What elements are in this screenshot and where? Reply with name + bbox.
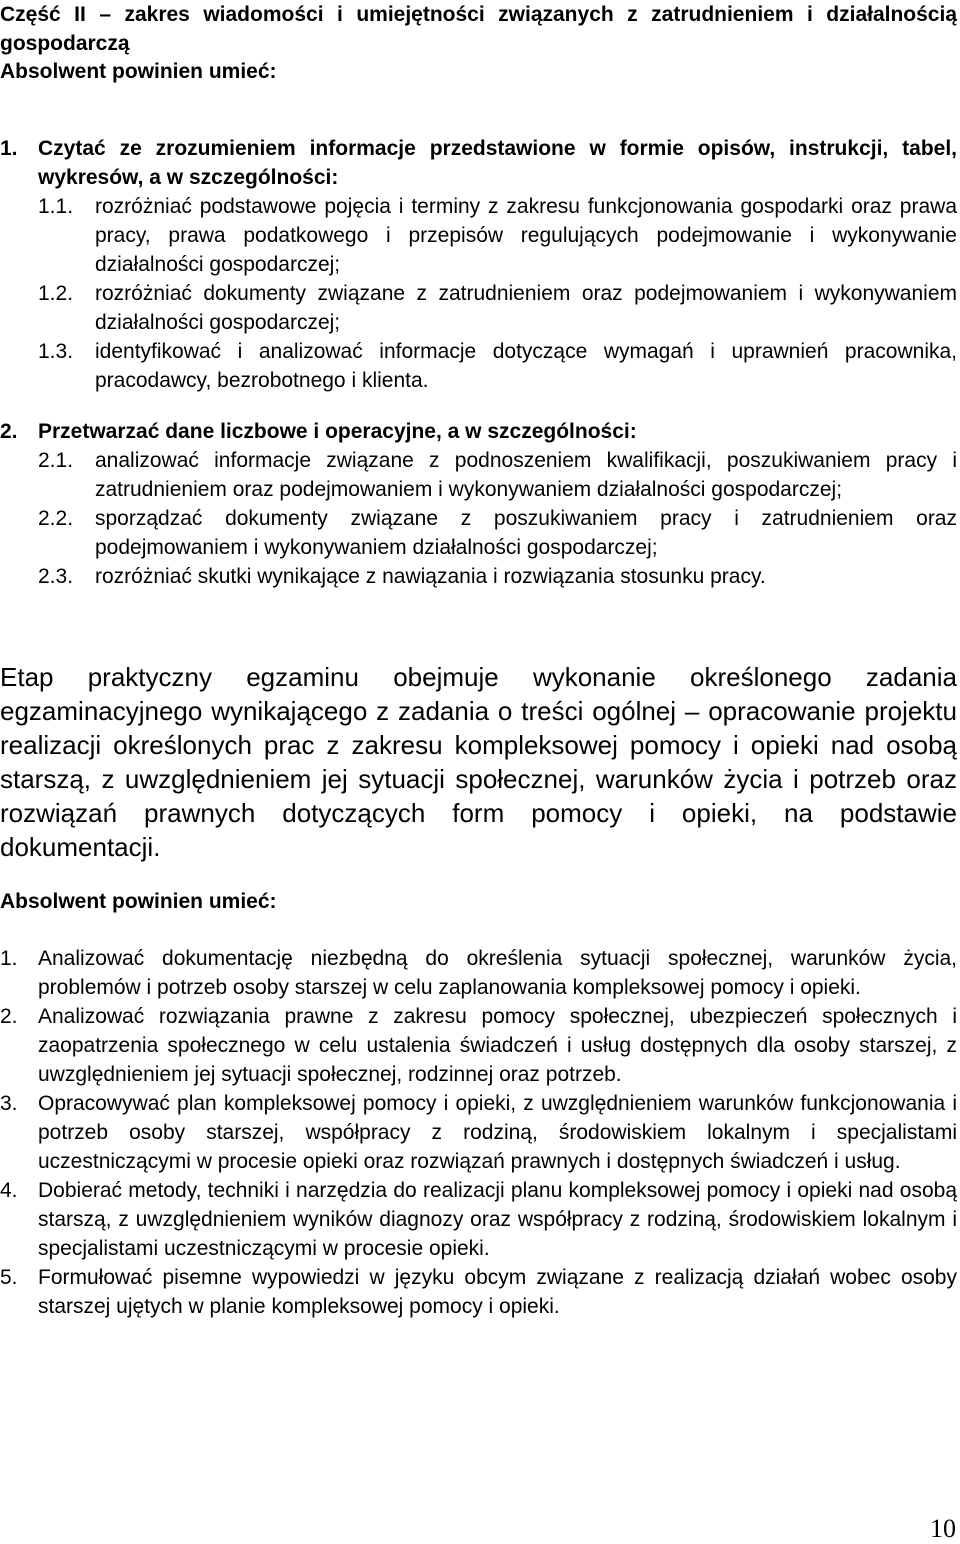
item-number: 4. xyxy=(0,1179,18,1202)
item-number: 5. xyxy=(0,1266,18,1289)
list-item xyxy=(0,1089,957,1176)
item-number: 2.2. xyxy=(38,507,74,530)
item-text: Analizować rozwiązania prawne z zakresu pomocy społecznej, ubezpieczeń społecznych i zaopatrzenia społecznego w celu ustalenia świadczeń i usług dostępnych dla osoby starszej, z uwzględnieniem jej sytuacji społecznej, rodzinnej oraz potrzeb. xyxy=(38,1005,957,1086)
item-text: Dobierać metody, techniki i narzędzia do realizacji planu kompleksowej pomocy i opieki nad osobą starszą, z uwzględnieniem wyników diagnozy oraz współpracy z rodziną, środowiskiem lokalnym i specjalistami uczestniczącymi w procesie opieki. xyxy=(38,1179,957,1260)
list-item xyxy=(0,337,957,395)
item-number: 2.3. xyxy=(38,565,74,588)
item-text: Czytać ze zrozumieniem informacje przedstawione w formie opisów, instrukcji, tabel, wykresów, a w szczególności: xyxy=(38,137,957,189)
item-text: Opracowywać plan kompleksowej pomocy i opieki, z uwzględnieniem warunków funkcjonowania i potrzeb osoby starszej, współpracy z rodziną, środowiskiem lokalnym i specjalistami uczestniczącymi w procesie opieki oraz rozwiązań prawnych i dostępnych świadczeń i usług. xyxy=(38,1092,957,1173)
list-item xyxy=(0,279,957,337)
page-number: 10 xyxy=(930,1514,956,1543)
list-item xyxy=(0,944,957,1002)
part-title: Część II – zakres wiadomości i umiejętności związanych z zatrudnieniem i działalnością gospodarczą xyxy=(0,3,957,55)
intro-paragraph: Etap praktyczny egzaminu obejmuje wykonanie określonego zadania egzaminacyjnego wynikającego z zadania o treści ogólnej – opracowanie projektu realizacji określonych prac z zakresu kompleksowej pomocy i opieki nad osobą starszą, z uwzględnieniem jej sytuacji społecznej, warunków życia i potrzeb oraz rozwiązań prawnych dotyczących form pomocy i opieki, na podstawie dokumentacji. xyxy=(0,662,957,862)
item-number: 2. xyxy=(0,1005,18,1028)
list-item xyxy=(0,1176,957,1263)
item-text: Analizować dokumentację niezbędną do określenia sytuacji społecznej, warunków życia, problemów i potrzeb osoby starszej w celu zaplanowania kompleksowej pomocy i opieki. xyxy=(38,947,957,999)
list-item xyxy=(0,192,957,279)
list-item xyxy=(0,1002,957,1089)
list-item xyxy=(0,134,957,192)
item-text: rozróżniać dokumenty związane z zatrudnieniem oraz podejmowaniem i wykonywaniem działalności gospodarczej; xyxy=(95,282,957,334)
list-item xyxy=(0,504,957,562)
item-text: identyfikować i analizować informacje dotyczące wymagań i uprawnień pracownika, pracodawcy, bezrobotnego i klienta. xyxy=(95,340,957,392)
item-text: Przetwarzać dane liczbowe i operacyjne, a w szczególności: xyxy=(38,420,637,443)
absolwent-heading-2: Absolwent powinien umieć: xyxy=(0,890,277,913)
item-number: 2. xyxy=(0,420,18,443)
list-item xyxy=(0,446,957,504)
item-number: 1.3. xyxy=(38,340,74,363)
item-text: rozróżniać skutki wynikające z nawiązania i rozwiązania stosunku pracy. xyxy=(95,565,766,588)
item-number: 1. xyxy=(0,947,18,970)
item-text: Formułować pisemne wypowiedzi w języku obcym związane z realizacją działań wobec osoby starszej ujętych w planie kompleksowej pomocy i opieki. xyxy=(38,1266,957,1318)
list-item xyxy=(0,562,957,591)
list-item xyxy=(0,1263,957,1321)
item-text: rozróżniać podstawowe pojęcia i terminy z zakresu funkcjonowania gospodarki oraz prawa pracy, prawa podatkowego i przepisów regulujących podejmowanie i wykonywanie działalności gospodarczej; xyxy=(95,195,957,276)
list-item xyxy=(0,417,957,446)
absolwent-heading-1: Absolwent powinien umieć: xyxy=(0,60,277,83)
item-number: 1. xyxy=(0,137,18,160)
item-text: analizować informacje związane z podnoszeniem kwalifikacji, poszukiwaniem pracy i zatrudnieniem oraz podejmowaniem i wykonywaniem działalności gospodarczej; xyxy=(95,449,957,501)
item-number: 2.1. xyxy=(38,449,74,472)
section2-list xyxy=(0,944,957,1321)
item-number: 1.1. xyxy=(38,195,74,218)
item-number: 3. xyxy=(0,1092,18,1115)
item-text: sporządzać dokumenty związane z poszukiwaniem pracy i zatrudnieniem oraz podejmowaniem i wykonywaniem działalności gospodarczej; xyxy=(95,507,957,559)
item-number: 1.2. xyxy=(38,282,74,305)
section1-list xyxy=(0,134,957,591)
